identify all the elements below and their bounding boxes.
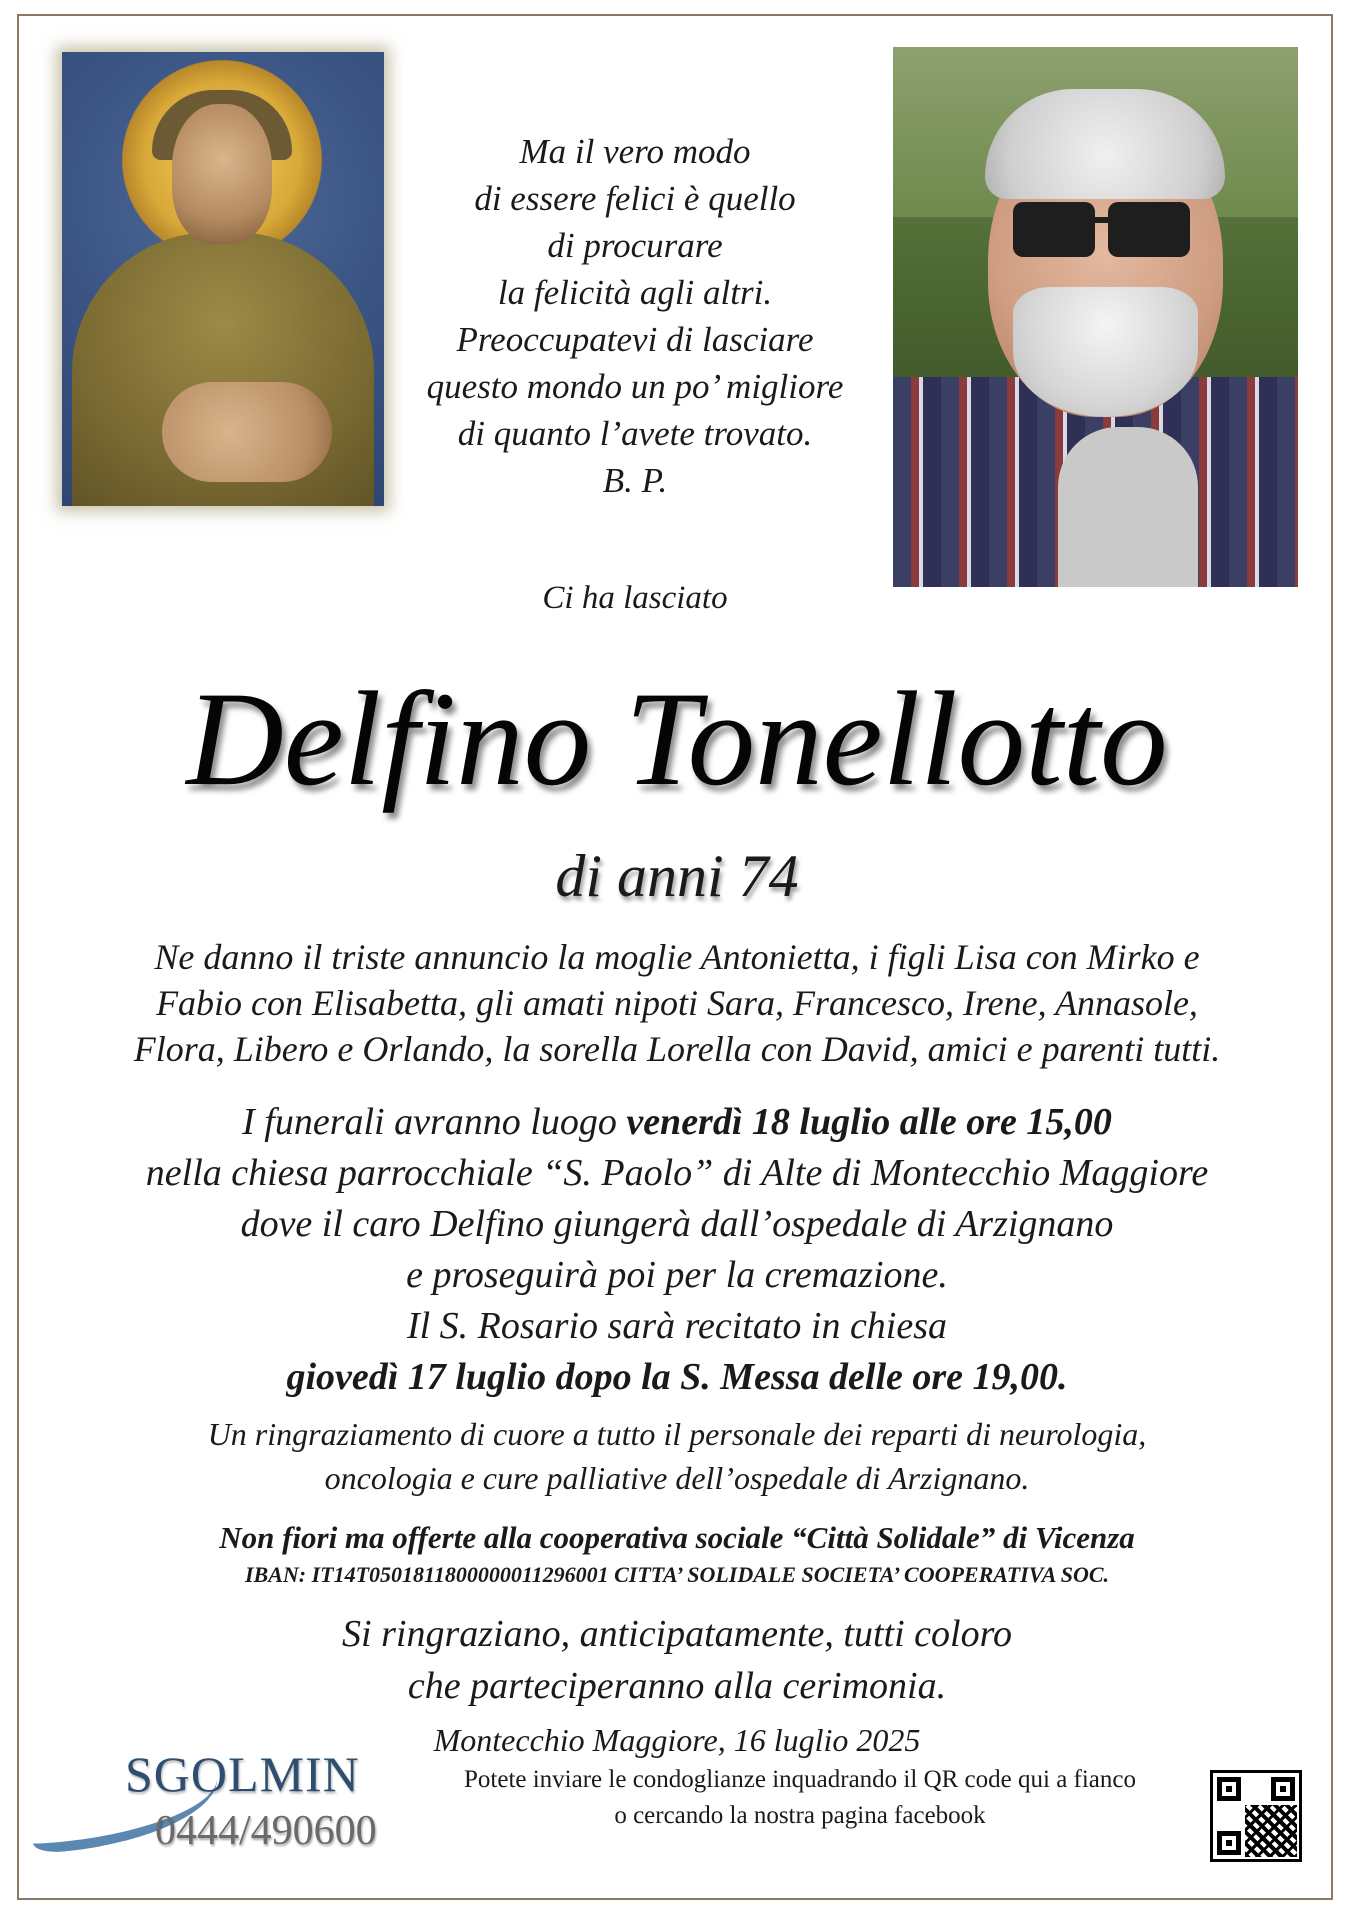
announcement-line: Ne danno il triste annuncio la moglie Antonietta, i figli Lisa con Mirko e <box>154 937 1200 977</box>
funeral-line: Il S. Rosario sarà recitato in chiesa <box>406 1305 948 1347</box>
quote-line: di quanto l’avete trovato. <box>457 414 813 453</box>
deceased-portrait <box>893 47 1298 587</box>
quote <box>390 128 880 504</box>
intro-text: Ci ha lasciato <box>542 580 728 616</box>
general-thanks <box>60 1608 1294 1712</box>
announcement-line: Fabio con Elisabetta, gli amati nipoti Sara, Francesco, Irene, Annasole, <box>156 983 1198 1023</box>
staff-thanks-line: Un ringraziamento di cuore a tutto il personale dei reparti di neurologia, <box>207 1416 1147 1452</box>
logo-brand: SGOLMIN <box>125 1746 360 1802</box>
funeral-line: dove il caro Delfino giungerà dall’ospedale di Arzignano <box>240 1203 1114 1245</box>
funeral-line: nella chiesa parrocchiale “S. Paolo” di Alte di Montecchio Maggiore <box>145 1152 1209 1194</box>
quote-line: Ma il vero modo <box>519 132 751 171</box>
place-date: Montecchio Maggiore, 16 luglio 2025 <box>433 1722 921 1758</box>
staff-thanks-line: oncologia e cure palliative dell’ospedale di Arzignano. <box>324 1460 1030 1496</box>
general-thanks-line: che parteciperanno alla cerimonia. <box>407 1665 947 1707</box>
quote-author: B. P. <box>602 461 668 500</box>
qr-code-icon[interactable] <box>1210 1770 1302 1862</box>
announcement <box>60 934 1294 1072</box>
rosary-date: giovedì 17 luglio dopo la S. Messa delle ore 19,00. <box>286 1356 1068 1398</box>
funeral-info <box>60 1097 1294 1403</box>
quote-line: la felicità agli altri. <box>497 273 773 312</box>
condolences-line: o cercando la nostra pagina facebook <box>614 1802 986 1829</box>
donation-note: Non fiori ma offerte alla cooperativa sociale “Città Solidale” di Vicenza <box>219 1520 1135 1555</box>
announcement-line: Flora, Libero e Orlando, la sorella Lorella con David, amici e parenti tutti. <box>133 1029 1221 1069</box>
iban: IBAN: IT14T0501811800000011296001 CITTA’ SOLIDALE SOCIETA’ COOPERATIVA SOC. <box>244 1562 1110 1587</box>
deceased-age: di anni 74 <box>555 843 799 909</box>
logo-phone: 0444/490600 <box>155 1808 377 1854</box>
saint-image <box>62 52 384 506</box>
condolences-note <box>400 1762 1200 1834</box>
general-thanks-line: Si ringraziano, anticipatamente, tutti coloro <box>342 1613 1012 1655</box>
condolences-line: Potete inviare le condoglianze inquadrando il QR code qui a fianco <box>464 1766 1136 1793</box>
quote-line: Preoccupatevi di lasciare <box>456 320 814 359</box>
funeral-line: e proseguirà poi per la cremazione. <box>406 1254 948 1296</box>
deceased-name: Delfino Tonellotto <box>186 665 1168 814</box>
quote-line: questo mondo un po’ migliore <box>426 367 844 406</box>
quote-line: di procurare <box>547 226 723 265</box>
company-logo <box>30 1745 410 1880</box>
funeral-line: I funerali avranno luogo venerdì 18 luglio alle ore 15,00 <box>242 1101 1112 1143</box>
staff-thanks <box>60 1412 1294 1500</box>
funeral-date: venerdì 18 luglio alle ore 15,00 <box>626 1101 1112 1143</box>
quote-line: di essere felici è quello <box>474 179 796 218</box>
